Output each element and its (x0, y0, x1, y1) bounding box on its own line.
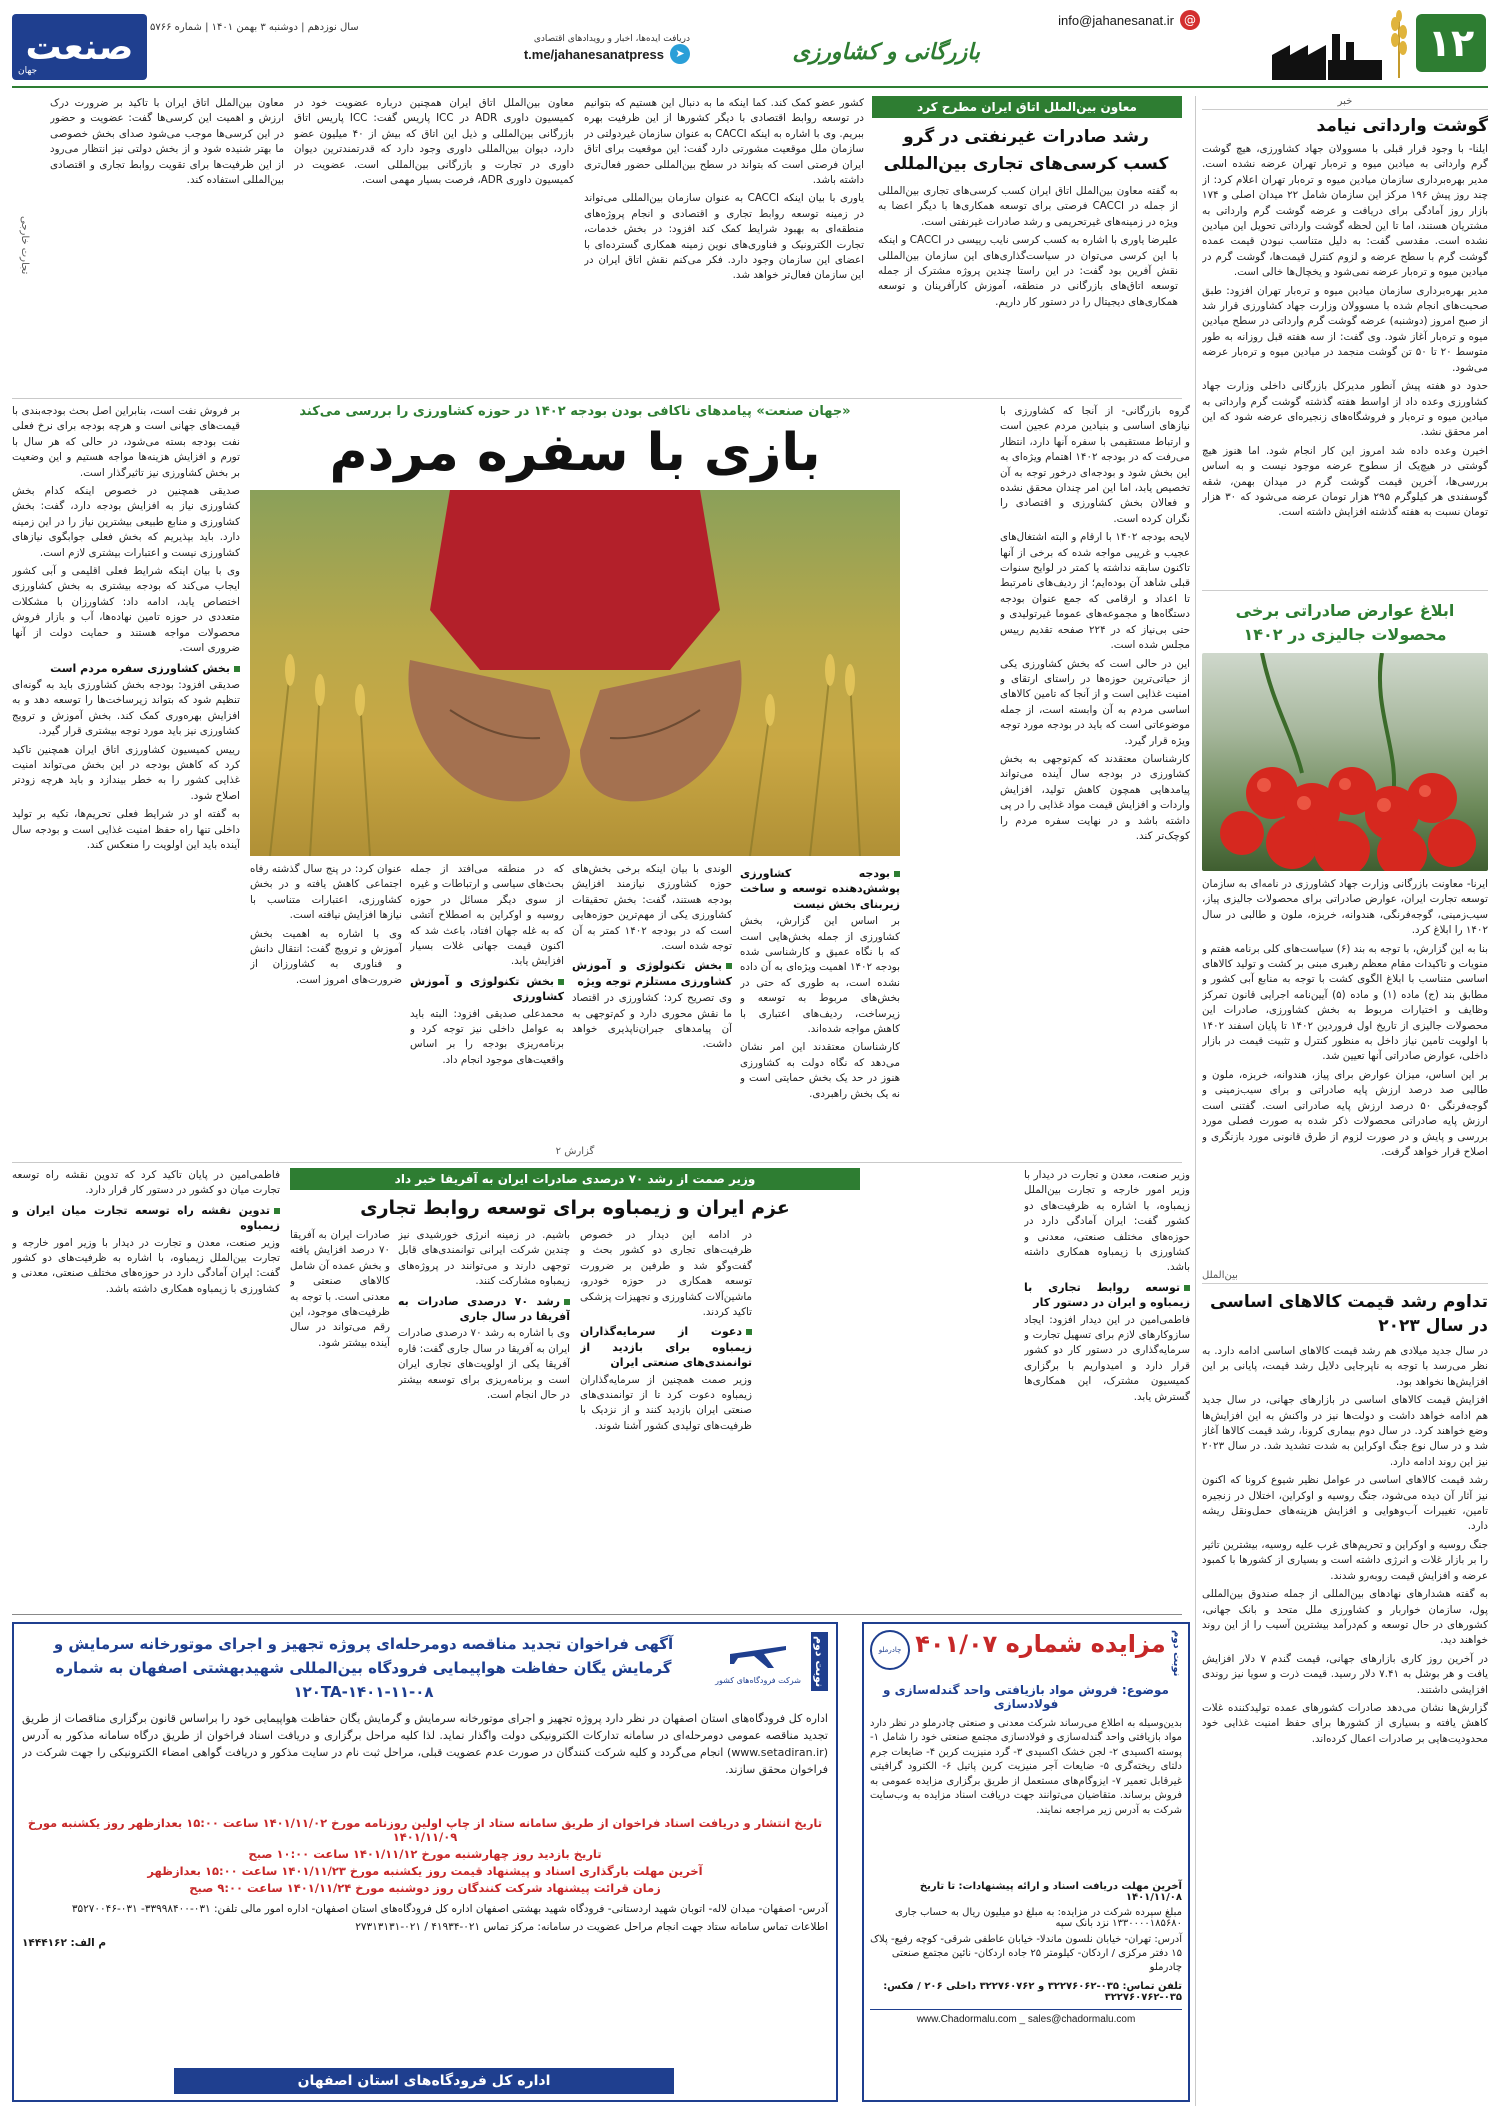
factory-icon (1272, 30, 1382, 80)
issue-line: سال نوزدهم | دوشنبه ۳ بهمن ۱۴۰۱ | شماره ۵۷۶۶ (150, 22, 359, 33)
top-story-col2: کشور عضو کمک کند. کما اینکه ما به دنبال این هستیم که بتوانیم در توسعه روابط اقتصادی با دیگر کشورها از این ظرفیت بهره ببریم. وی با اشاره به اینکه CACCI به عنوان سازمان غیردولتی در سازمان ملل موقعیت مشورتی دارد گفت: این موقعیت برای اتاق ایران فرصتی است که بتواند در سطح بین‌المللی حضور فعال‌تری داشته باشد. یاوری با بیان اینکه CACCI به عنوان سازمان بین‌المللی می‌تواند در زمینه توسعه روابط تجاری و اقتصادی و انجام پروژه‌های منطقه‌ای به بهبود شرایط کمک کند افزود: در بخش خدمات، تجارت الکترونیک و فناوری‌های نوین زمینه همکاری گسترده‌ای با اعضای این سازمان وجود دارد. فکر می‌کنم نقش اتاق ایران در این سازمان فعال‌تر خواهد شد. (584, 97, 864, 282)
sidebar-divider (1195, 96, 1196, 2106)
tomato-photo (1202, 653, 1488, 871)
masthead (0, 0, 1500, 92)
telegram-handle[interactable]: t.me/jahanesanatpress (523, 46, 664, 62)
email-icon: @ (1180, 10, 1200, 30)
africa-subhead-2: دعوت از سرمایه‌گذاران زیمباوه برای بازدید از توانمندی‌های صنعتی ایران (580, 1325, 752, 1370)
airport-date-1: تاریخ انتشار و دریافت اسناد فراخوان از طریق سامانه ستاد از چاپ اولین روزنامه مورخ ۱۴۰۱/۱۱/۰۲ ساعت ۱۵:۰۰ بعدازظهر روز یکشنبه مورخ ۱۴۰۱/۱۱/۰۹ (27, 1816, 823, 1844)
africa-col-2: در ادامه این دیدار در خصوص ظرفیت‌های تجاری دو کشور بحث و گفت‌وگو شد و طرفین بر ضرورت توسعه همکاری در حوزه خودرو، ماشین‌آلات کشاورزی و تجهیزات پزشکی تاکید کردند. دعوت از سرمایه‌گذاران زیمباوه برای بازدید از توانمندی‌های صنعتی ایران وزیر صمت همچنین از سرمایه‌گذاران زیمباوه دعوت کرد تا از توانمندی‌های صنعتی ایران بازدید کنند و از نزدیک با ظرفیت‌های تولیدی کشور آشنا شوند. (580, 1229, 752, 1432)
lead-subhead-budget: بودجه کشاورزی پوشش‌دهنده توسعه و ساخت زیربنای بخش نیست (740, 867, 900, 911)
airport-dates (22, 1816, 828, 1895)
email-block[interactable] (1058, 10, 1200, 30)
africa-col-1: وزیر صنعت، معدن و تجارت در دیدار با وزیر امور خارجه و تجارت بین‌الملل زیمباوه، با اشاره به ظرفیت‌های دو کشور گفت: ایران آمادگی دارد در حوزه‌های مختلف صنعتی، معدنی و کشاورزی با زیمباوه همکاری داشته باشد. توسعه روابط تجاری با زیمباوه و ایران در دستور کار فاطمی‌امین در این دیدار افزود: ایجاد سازوکارهای لازم برای تسهیل تجارت و سرمایه‌گذاری در دستور کار دو کشور قرار دارد و امیدواریم با برگزاری کمیسیون مشترک، این همکاری‌ها گسترش یابد. (1024, 1169, 1190, 1403)
top-story-kicker: معاون بین‌الملل اتاق ایران مطرح کرد (872, 96, 1182, 118)
auction-address: آدرس: تهران- خیابان نلسون ماندلا- خیابان عاطفی شرقی- کوچه رفیع- پلاک ۱۵ دفتر مرکزی / اردکان- کیلومتر ۲۵ جاده اردکان- نائین مجتمع صنعتی چادرملو (870, 1933, 1182, 1973)
telegram-block[interactable] (470, 34, 690, 64)
africa-col-4: صادرات ایران به آفریقا ۷۰ درصد افزایش یافته و بخش عمده آن شامل کالاهای صنعتی و معدنی است. با توجه به ظرفیت‌های موجود، این رقم می‌تواند در سال آینده بیشتر شود. (290, 1229, 390, 1349)
auction-body: بدین‌وسیله به اطلاع می‌رساند شرکت معدنی و صنعتی چادرملو در نظر دارد مواد بازیافتی واحد گندله‌سازی و فولادسازی مجتمع صنعتی خود را شامل ۱- پوسته اکسیدی ۲- لجن خشک اکسیدی ۳- گرد منیزیت کربن ۴- ضایعات جرم دلتای ریخته‌گری ۵- ضایعات آجر منیزیت کربن پاتیل ۶- الکترود گرافیتی غیرقابل تعمیر ۷- ایزوگام‌های مستعمل از طریق برگزاری مزایده عمومی به فروش برساند. متقاضیان می‌توانند جهت دریافت اسناد مزایده به وب‌سایت شرکت به آدرس زیر مراجعه نمایند. (870, 1717, 1182, 1816)
greenhouse-title: ابلاغ عوارض صادراتی برخی محصولات جالیزی در ۱۴۰۲ (1235, 601, 1455, 644)
lead-col-4: عنوان کرد: در پنج سال گذشته رفاه اجتماعی کاهش یافته و در بخش کشاورزی، اعتبارات متناسب با نیازها افزایش نیافته است. وی با اشاره به اهمیت بخش آموزش و ترویج گفت: انتقال دانش و فناوری به کشاورزان از ضرورت‌های امروز است. (250, 863, 402, 986)
sidebar-tag-intl: بین‌الملل (1202, 1270, 1488, 1284)
wheat-icon (1386, 8, 1412, 78)
prices-body: در سال جدید میلادی هم رشد قیمت کالاهای اساسی ادامه دارد. به نظر می‌رسد با توجه به ناپرجایی دلایل رشد قیمت، پایانی بر این افزایش‌ها نخواهد بود. افزایش قیمت کالاهای اساسی در بازارهای جهانی، در سال جدید هم ادامه خواهد داشت و دولت‌ها نیز در واکنش به این افزایش‌ها وضع خواهند کرد. در سال دوم بیماری کرونا، رشد قیمت کالاها آغاز شد و در سال نوع جنگ اوکراین به شدت تشدید شد. در سال ۲۰۲۳ نیز این روند ادامه دارد. رشد قیمت کالاهای اساسی در عوامل نظیر شیوع کرونا که اکنون نیز آثار آن دیده می‌شود، جنگ روسیه و اوکراین، اختلال در زنجیره تامین، تغییرات آب‌وهوایی و افزایش هزینه‌های حمل‌ونقل ریشه دارد. جنگ روسیه و اوکراین و تحریم‌های غرب علیه روسیه، بیشترین تاثیر را بر بازار غلات و انرژی داشته است و بسیاری از کشورها با کمبود عرضه و افزایش قیمت روبه‌رو شدند. به گفته هشدارهای نهادهای بین‌المللی از جمله صندوق بین‌المللی پول، سازمان خواربار و کشاورزی ملل متحد و بانک جهانی، کشورهای در حال توسعه و کم‌درآمد بیشترین آسیب را از این روند خواهند دید. در آخرین روز کاری بازارهای جهانی، قیمت گندم ۷ دلار افزایش یافت و هر بوشل به ۷.۴۱ دلار رسید. قیمت ذرت و سویا نیز روندی افزایشی داشتند. گزارش‌ها نشان می‌دهد صادرات کشورهای عمده تولیدکننده غلات کاهش یافته و بسیاری از کشورها برای حفظ امنیت غذایی خود محدودیت‌هایی بر صادرات اعمال کرده‌اند. (1202, 1345, 1488, 1745)
lead-col-3: که در منطقه می‌افتد از جمله بحث‌های سیاسی و ارتباطات و غیره از سوی دیگر مسائل در حوزه روسیه و اوکراین به اصطلاح آتشی که به غله جهان افتاد، باعث شد که اکنون قیمت جهانی غلات بسیار افزایش یابد. بخش تکنولوژی و آموزش کشاورزی محمدعلی صدیقی افزود: البته باید به عوامل داخلی نیز توجه کرد و برنامه‌ریزی بودجه را بر اساس واقعیت‌های موجود انجام داد. (410, 863, 564, 1066)
airport-footer: اداره کل فرودگاه‌های استان اصفهان (174, 2068, 674, 2094)
lead-col-2: الوندی با بیان اینکه برخی بخش‌های حوزه کشاورزی نیازمند افزایش بودجه هستند، گفت: بخش تحقیقات کشاورزی یکی از مهم‌ترین حوزه‌هایی است که در بودجه ۱۴۰۲ کمتر به آن توجه شده است. بخش تکنولوژی و آموزش کشاورزی مستلزم توجه ویژه وی تصریح کرد: کشاورزی در اقتصاد ما نقش محوری دارد و کم‌توجهی به آن پیامدهای جبران‌ناپذیری خواهد داشت. (572, 863, 732, 1051)
telegram-icon: ➤ (670, 44, 690, 64)
paper-logo (12, 14, 147, 80)
auction-title: مزایده شماره ۴۰۱/۰۷ (915, 1630, 1166, 1658)
airport-date-2: تاریخ بازدید روز چهارشنبه مورخ ۱۴۰۱/۱۱/۱۲ ساعت ۱۰:۰۰ صبح (248, 1847, 602, 1861)
page-number: ۱۲ (1427, 21, 1475, 65)
airport-code: م الف: ۱۴۴۴۱۶۲ (22, 1937, 107, 1949)
top-story-col3: معاون بین‌الملل اتاق ایران همچنین درباره عضویت خود در کمیسیون داوری ADR در ICC پاریس گفت: ICC پاریس اتاق بازرگانی بین‌المللی و ذیل این اتاق که بیش از ۴۰ میلیون عضو دارد، دیوان بین‌المللی داوری وجود دارد که قدرتمندترین دیوان داوری در تجارت و بازرگانی بین‌المللی است. عضویت در کمیسیون داوری ADR، فرصت بسیار مهمی است. (294, 97, 574, 187)
paper-prefix: جهان (18, 66, 38, 76)
lead-subhead-tech: بخش تکنولوژی و آموزش کشاورزی مستلزم توجه ویژه (572, 959, 732, 988)
airplane-icon (728, 1632, 788, 1672)
bullet-icon (558, 979, 564, 985)
airport-date-3: آخرین مهلت بارگذاری اسناد و پیشنهاد قیمت روز یکشنبه مورخ ۱۴۰۱/۱۱/۲۳ ساعت ۱۵:۰۰ بعدازظهر (147, 1864, 703, 1878)
bullet-icon (1184, 1285, 1190, 1291)
airport-address: آدرس- اصفهان- میدان لاله- اتوبان شهید اردستانی- فرودگاه شهید بهشتی اصفهان اداره کل فرودگاه‌های استان اصفهان- اداره امور مالی تلفن: ۰۳۱-۳۳۹۹۸۴۰۰- ۰۳۱-۳۵۲۷۰۰۴۶ (71, 1903, 828, 1915)
top-story-col4: معاون بین‌الملل اتاق ایران با تاکید بر ضرورت درک ارزش و اهمیت این کرسی‌ها گفت: عضویت و حضور در این کرسی‌ها موجب می‌شود صدای بخش خصوصی ما بهتر شنیده شود و از بخش دولتی نیز انتظار می‌رود از این ظرفیت‌ها برای تقویت روابط تجاری و اقتصادی بین‌المللی استفاده کند. (50, 97, 284, 187)
africa-col-5: فاطمی‌امین در پایان تاکید کرد که تدوین نقشه راه توسعه تجارت میان دو کشور در دستور کار قرار دارد. تدوین نقشه راه توسعه تجارت میان ایران و زیمباوه وزیر صنعت، معدن و تجارت در دیدار با وزیر امور خارجه و تجارت بین‌الملل زیمباوه، با اشاره به ظرفیت‌های دو کشور گفت: ایران آمادگی دارد در حوزه‌های مختلف صنعتی، معدنی و کشاورزی با زیمباوه همکاری داشته باشد. (12, 1169, 280, 1295)
bullet-icon (564, 1299, 570, 1305)
lead-subhead-edu: بخش تکنولوژی و آموزش کشاورزی (410, 974, 564, 1004)
lead-kicker: «جهان صنعت» پیامدهای ناکافی بودن بودجه ۱۴۰۲ در حوزه کشاورزی را بررسی می‌کند (299, 404, 851, 419)
meat-title: گوشت وارداتی نیامد (1316, 116, 1488, 136)
airport-contact: اطلاعات تماس سامانه ستاد جهت انجام مراحل عضویت در سامانه: مرکز تماس ۰۲۱-۴۱۹۳۴ / ۰۲۱-۲۷۳۱۳۱۳۱ (355, 1921, 828, 1933)
paper-name: صنعت (25, 26, 134, 68)
airport-logo-caption: شرکت فرودگاه‌های کشور (715, 1676, 801, 1685)
bullet-icon (274, 1208, 280, 1214)
top-story-side-label: تجارت خارجی (19, 216, 30, 275)
auction-phones: تلفن تماس: ۰۳۵-۳۲۲۷۶۰۶۲ و ۳۲۲۷۶۰۷۶۲ داخلی ۲۰۶ / فکس: ۰۳۵-۳۲۲۷۶۰۷۶۲ (883, 1980, 1182, 2003)
telegram-caption: دریافت ایده‌ها، اخبار و رویدادهای اقتصادی (533, 34, 690, 44)
africa-subhead-4: تدوین نقشه راه توسعه تجارت میان ایران و زیمباوه (12, 1203, 280, 1233)
greenhouse-body: ایرنا- معاونت بازرگانی وزارت جهاد کشاورزی در نامه‌ای به سازمان توسعه تجارت ایران، عوارض صادراتی برای محصولات جالیزی پیاز، سیب‌زمینی، گوجه‌فرنگی، هندوانه، خربزه، ملون و طالبی در سال ۱۴۰۲ را ابلاغ کرد. بنا به این گزارش، با توجه به بند (۶) سیاست‌های کلی برنامه هفتم و منویات و تاکیدات مقام معظم رهبری مبنی بر کشت و تولید کالاهای اساسی متناسب با ابلاغ الگوی کشت با توجه به منابع آبی کشور و مطابق بند (ج) ماده (۱) و ماده (۵) آیین‌نامه اجرایی قانون تمرکز وظایف و اختیارات مربوط به بخش کشاورزی، صادرات این محصولات جالیزی از تاریخ اول فروردین ۱۴۰۲ تا پایان اسفند ۱۴۰۲ با اولویت تامین نیاز داخل به منظور کنترل و تثبیت قیمت در بازار داخلی، عوارض صادراتی آنها تعیین شد. بر این اساس، میزان عوارض برای پیاز، هندوانه، خربزه، ملون و طالبی صد درصد ارزش پایه صادراتی و برای سیب‌زمینی و گوجه‌فرنگی ۵۰ درصد ارزش پایه صادراتی است. گفتنی است ارزش پایه صادراتی محصولات ذکر شده به صورت فصلی مورد بررسی و پایش و در صورت لزوم از طرق قانونی مورد بازنگری و اصلاح قرار خواهد گرفت. (1202, 878, 1488, 1158)
prices-title: تداوم رشد قیمت کالاهای اساسی در سال ۲۰۲۳ (1209, 1292, 1488, 1336)
section-title: بازرگانی و کشاورزی (792, 40, 980, 65)
lead-photo (250, 490, 900, 856)
auction-ad (862, 1622, 1190, 2102)
airport-ad (12, 1622, 838, 2102)
airport-tag: نوبت دوم (811, 1632, 828, 1691)
top-story-rule (12, 398, 1182, 399)
auction-tag: نوبت دوم (1171, 1630, 1182, 1677)
bullet-icon (746, 1329, 752, 1335)
lead-subhead-share: بخش کشاورزی سفره مردم است (12, 661, 240, 676)
page-number-badge (1416, 14, 1486, 72)
airport-body: اداره کل فرودگاه‌های استان اصفهان در نظر دارد پروژه تجهیز و اجرای موتورخانه سرمایش و گرمایش یگان حفاظت هواپیمایی خود را براساس قانون برگزاری مناقصات از طریق تجدید مناقصه عمومی دومرحله‌ای در سامانه تدارکات الکترونیکی دولت واگذار نماید. لذا کلیه مراحل برگزاری و دریافت اسناد فراخوان از طریق درگاه سامانه مذکور به آدرس (www.setadiran.ir) انجام می‌گردد و کلیه شرکت کنندگان در صورت عدم عضویت قبلی، مراحل ثبت نام در سایت مذکور و دریافت گواهی امضاء الکترونیکی را جهت شرکت در فراخوان محقق سازند. (22, 1712, 828, 1776)
africa-rule (12, 1614, 1182, 1615)
top-story-col1: به گفته معاون بین‌الملل اتاق ایران کسب کرسی‌های تجاری بین‌المللی از جمله در CACCI فرصتی برای توسعه همکاری‌ها با دیگر اعضا به ویژه در زمینه‌های غیرتحریمی و رشد صادرات غیرنفتی است. علیرضا یاوری با اشاره به کسب کرسی نایب رییسی در CACCI و اینکه با این کرسی می‌توان در سیاست‌گذاری‌های این سازمان بین‌المللی نقش آفرین بود گفت: در این راستا چندین پروژه مشترک از جمله توسعه اتاق‌های بازرگانی در منطقه، آموزش کارآفرینان و توسعه همکاری‌های دیجیتال را در دستور کار داریم. (878, 185, 1178, 308)
email-address[interactable]: info@jahanesanat.ir (1058, 12, 1174, 28)
africa-subhead-1: توسعه روابط تجاری با زیمباوه و ایران در دستور کار (1024, 1280, 1190, 1310)
lead-col-far-left: بر فروش نفت است، بنابراین اصل بحث بودجه‌بندی با قیمت‌های جهانی است و هرچه بودجه برای نرخ فعلی نفت بودجه بسته می‌شود، در حالی که هر سال با تورم و افزایش هزینه‌ها مواجه هستیم و این وضعیت بر بخش کشاورزی نیز تاثیرگذار است. صدیقی همچنین در خصوص اینکه کدام بخش کشاورزی نیاز به افزایش بودجه دارد، گفت: بخش کشاورزی و منابع طبیعی بیشترین نیاز را در این زمینه دارد. باید بپذیریم که بخش فعلی جوابگوی نیازهای کشاورزی نیست و اعتبارات بیشتری لازم است. وی با بیان اینکه شرایط فعلی اقلیمی و آبی کشور ایجاب می‌کند که بودجه بیشتری به بخش کشاورزی اختصاص یابد، ادامه داد: کشاورزان با مشکلات متعددی در حوزه تامین نهاده‌ها، آب و بازار فروش محصولات مواجه هستند و حمایت دولت از آنها ضروری است. بخش کشاورزی سفره مردم است صدیقی افزود: بودجه بخش کشاورزی باید به گونه‌ای تنظیم شود که بتواند زیرساخت‌ها را توسعه دهد و به افزایش بهره‌وری کمک کند. بخش آموزش و ترویج کشاورزی نیز باید مورد توجه بیشتری قرار گیرد. رییس کمیسیون کشاورزی اتاق ایران همچنین تاکید کرد که کاهش بودجه در این بخش می‌تواند امنیت غذایی کشور را به خطر بیندازد و باید هرچه زودتر اصلاح شود. به گفته او در شرایط فعلی تحریم‌ها، تکیه بر تولید داخلی تنها راه حفظ امنیت غذایی است و بودجه سال آینده باید این اولویت را منعکس کند. (12, 405, 240, 851)
lead-col-right: گروه بازرگانی- از آنجا که کشاورزی با نیازهای اساسی و بنیادین مردم عجین است و ارتباط مستقیمی با سفره آنها دارد، انتظار می‌رفت که در بودجه ۱۴۰۲ اهتمام ویژه‌ای به این بخش شود و بودجه‌ای درخور توجه به آن تخصیص یابد، اما این امر چندان محقق نشده و فعالان بخش کشاورزی و اقتصادی را نگران کرده است. لایحه بودجه ۱۴۰۲ با ارقام و البته اشتغال‌های عجیب و غریبی مواجه شده که برخی از آنها تاکنون سابقه نداشته یا کمتر در لوایح سنوات قبلی شاهد آن بوده‌ایم؛ از ردیف‌های نامرتبط تا اعداد و ارقامی که جمع عنوان بودجه دستگاه‌ها و مجموعه‌های عموما غیرتولیدی و حتی بی‌نیاز که در ۲۲۴ صفحه تقدیم رییس مجلس شده است. این در حالی است که بخش کشاورزی یکی از حیاتی‌ترین حوزه‌ها در راستای ارتقای و امنیت غذایی است و از آنجا که تامین کالاهای اساسی مردم به آن وابسته است، از جمله موضوعاتی است که باید در بودجه مورد توجه ویژه قرار گیرد. کارشناسان معتقدند که کم‌توجهی به بخش کشاورزی در بودجه سال آینده می‌تواند پیامدهایی همچون کاهش تولید، افزایش واردات و افزایش قیمت مواد غذایی را در پی داشته باشد و در نهایت سفره مردم را کوچک‌تر کند. (1000, 405, 1190, 842)
lead-headline: بازی با سفره مردم (329, 423, 821, 483)
africa-subhead-3: رشد ۷۰ درصدی صادرات به آفریقا در سال جاری (398, 1294, 570, 1324)
lead-report-label: گزارش ۲ (555, 1146, 595, 1157)
masthead-rule (12, 86, 1488, 88)
airport-date-4: زمان قرائت پیشنهاد شرکت کنندگان روز دوشنبه مورخ ۱۴۰۱/۱۱/۲۴ ساعت ۹:۰۰ صبح (189, 1881, 661, 1895)
africa-col-3: باشیم. در زمینه انرژی خورشیدی نیز چندین شرکت ایرانی توانمندی‌های قابل توجهی دارند و می‌توانند در پروژه‌های زیمباوه مشارکت کنند. رشد ۷۰ درصدی صادرات به آفریقا در سال جاری وی با اشاره به رشد ۷۰ درصدی صادرات ایران به آفریقا در سال جاری گفت: قاره آفریقا یکی از اولویت‌های تجاری ایران است و برنامه‌ریزی برای توسعه بیشتر در حال انجام است. (398, 1229, 570, 1402)
sidebar-tag-news: خبر (1202, 96, 1488, 110)
auction-deadline: آخرین مهلت دریافت اسناد و ارائه پیشنهادات: تا تاریخ ۱۴۰۱/۱۱/۰۸ (919, 1880, 1182, 1903)
lead-rule (12, 1162, 1182, 1163)
auction-web[interactable]: www.Chadormalu.com _ sales@chadormalu.com (870, 2009, 1182, 2025)
bullet-icon (894, 871, 900, 877)
auction-deposit: مبلغ سپرده شرکت در مزایده: به مبلغ دو میلیون ریال به حساب جاری ۱۳۳۰۰۰۰۱۸۵۶۸۰ نزد بانک سپه (895, 1906, 1182, 1929)
bullet-icon (726, 963, 732, 969)
lead-col-1: بودجه کشاورزی پوشش‌دهنده توسعه و ساخت زیربنای بخش نیست بر اساس این گزارش، بخش کشاورزی از جمله بخش‌هایی است که با نگاه عمیق و کارشناسی شده بودجه ۱۴۰۲ اهمیت ویژه‌ای به آن داده نشده است، به طوری که حتی در بخش‌های مربوط به توسعه و زیرساخت، ردیف‌های اعتباری با کاهش مواجه شده‌اند. کارشناسان معتقدند این امر نشان می‌دهد که نگاه دولت به کشاورزی هنوز در حد یک بخش حمایتی است و نه یک بخش راهبردی. (740, 867, 900, 1100)
auction-subject: موضوع: فروش مواد بازیافتی واحد گندله‌سازی و فولادسازی (883, 1682, 1169, 1711)
meat-body: ایلنا- با وجود قرار قبلی با مسوولان جهاد کشاورزی، هیچ گوشت گرم وارداتی به میادین میوه و تره‌بار تهران عرضه نشده است. مدیر بهره‌برداری سازمان میادین میوه و تره‌بار تهران اعلام کرد: از چند روز پیش ۱۹۶ مرکز این سازمان شامل ۲۲ میدان اصلی و ۱۷۴ بازار روز آمادگی برای دریافت و عرضه گوشت گرم وارداتی به مشتریان هستند، اما تا این لحظه گوشت وارداتی تحویل این میادین نشده است. مقدسی گفت: به دلیل متناسب نبودن قیمت عمده گوشت گرم با سطح عرضه و لزوم کنترل قیمت‌ها، گوشت گرم در میادین میوه و تره‌بار عرضه نمی‌شود و یخچال‌ها خالی است. مدیر بهره‌برداری سازمان میادین میوه و تره‌بار تهران افزود: طبق صحبت‌های انجام شده با مسوولان وزارت جهاد کشاورزی قرار شد از صبح امروز (دوشنبه) عرضه گوشت گرم وارداتی در سطح میادین میوه و تره‌بار آغاز شود. وی گفت: از سه هفته قبل روزانه به طور متوسط ۲۰ تا ۵۰ تن گوشت منجمد در میادین میوه و تره‌بار عرضه می‌شود. حدود دو هفته پیش آنطور مدیرکل بازرگانی داخلی وزارت جهاد کشاورزی وعده داد از اواسط هفته گذشته گوشت گرم وارداتی به میادین میوه و تره‌بار و فروشگاه‌های زنجیره‌ای عرضه شود که این امر محقق نشد. اخیرن وعده داده شد امروز این کار انجام شود. اما هنوز هیچ گوشتی در هیچ‌یک از سطوح عرضه موجود نیست و به اساس بررسی‌ها، آخرین قیمت گوشت گرم در میدان بهمن، شقه گوسفندی هر کیلوگرم ۲۹۵ هزار تومان عرضه می‌شود که ۳۰ هزار تومان نسبت به هفته گذشته افزایش داشته است. (1202, 143, 1488, 519)
top-story (12, 96, 1182, 396)
airport-logo (713, 1632, 803, 1685)
auction-logo: چادرملو (870, 1630, 910, 1670)
bullet-icon (234, 666, 240, 672)
africa-title: عزم ایران و زیمباوه برای توسعه روابط تجاری (360, 1197, 790, 1219)
top-story-title: رشد صادرات غیرنفتی در گرو کسب کرسی‌های تجاری بین‌المللی (883, 127, 1169, 174)
airport-title: آگهی فراخوان تجدید مناقصه دومرحله‌ای پروژه تجهیز و اجرای موتورخانه سرمایش و گرمایش یگان حفاظت هواپیمایی فرودگاه بین‌المللی شهیدبهشتی اصفهان به شماره ۰۸-۱۱-۱۴۰۱-۱۲۰TA (53, 1635, 674, 1701)
right-sidebar (1202, 96, 1488, 2102)
africa-kicker: وزیر صمت از رشد ۷۰ درصدی صادرات ایران به آفریقا خبر داد (290, 1168, 860, 1190)
